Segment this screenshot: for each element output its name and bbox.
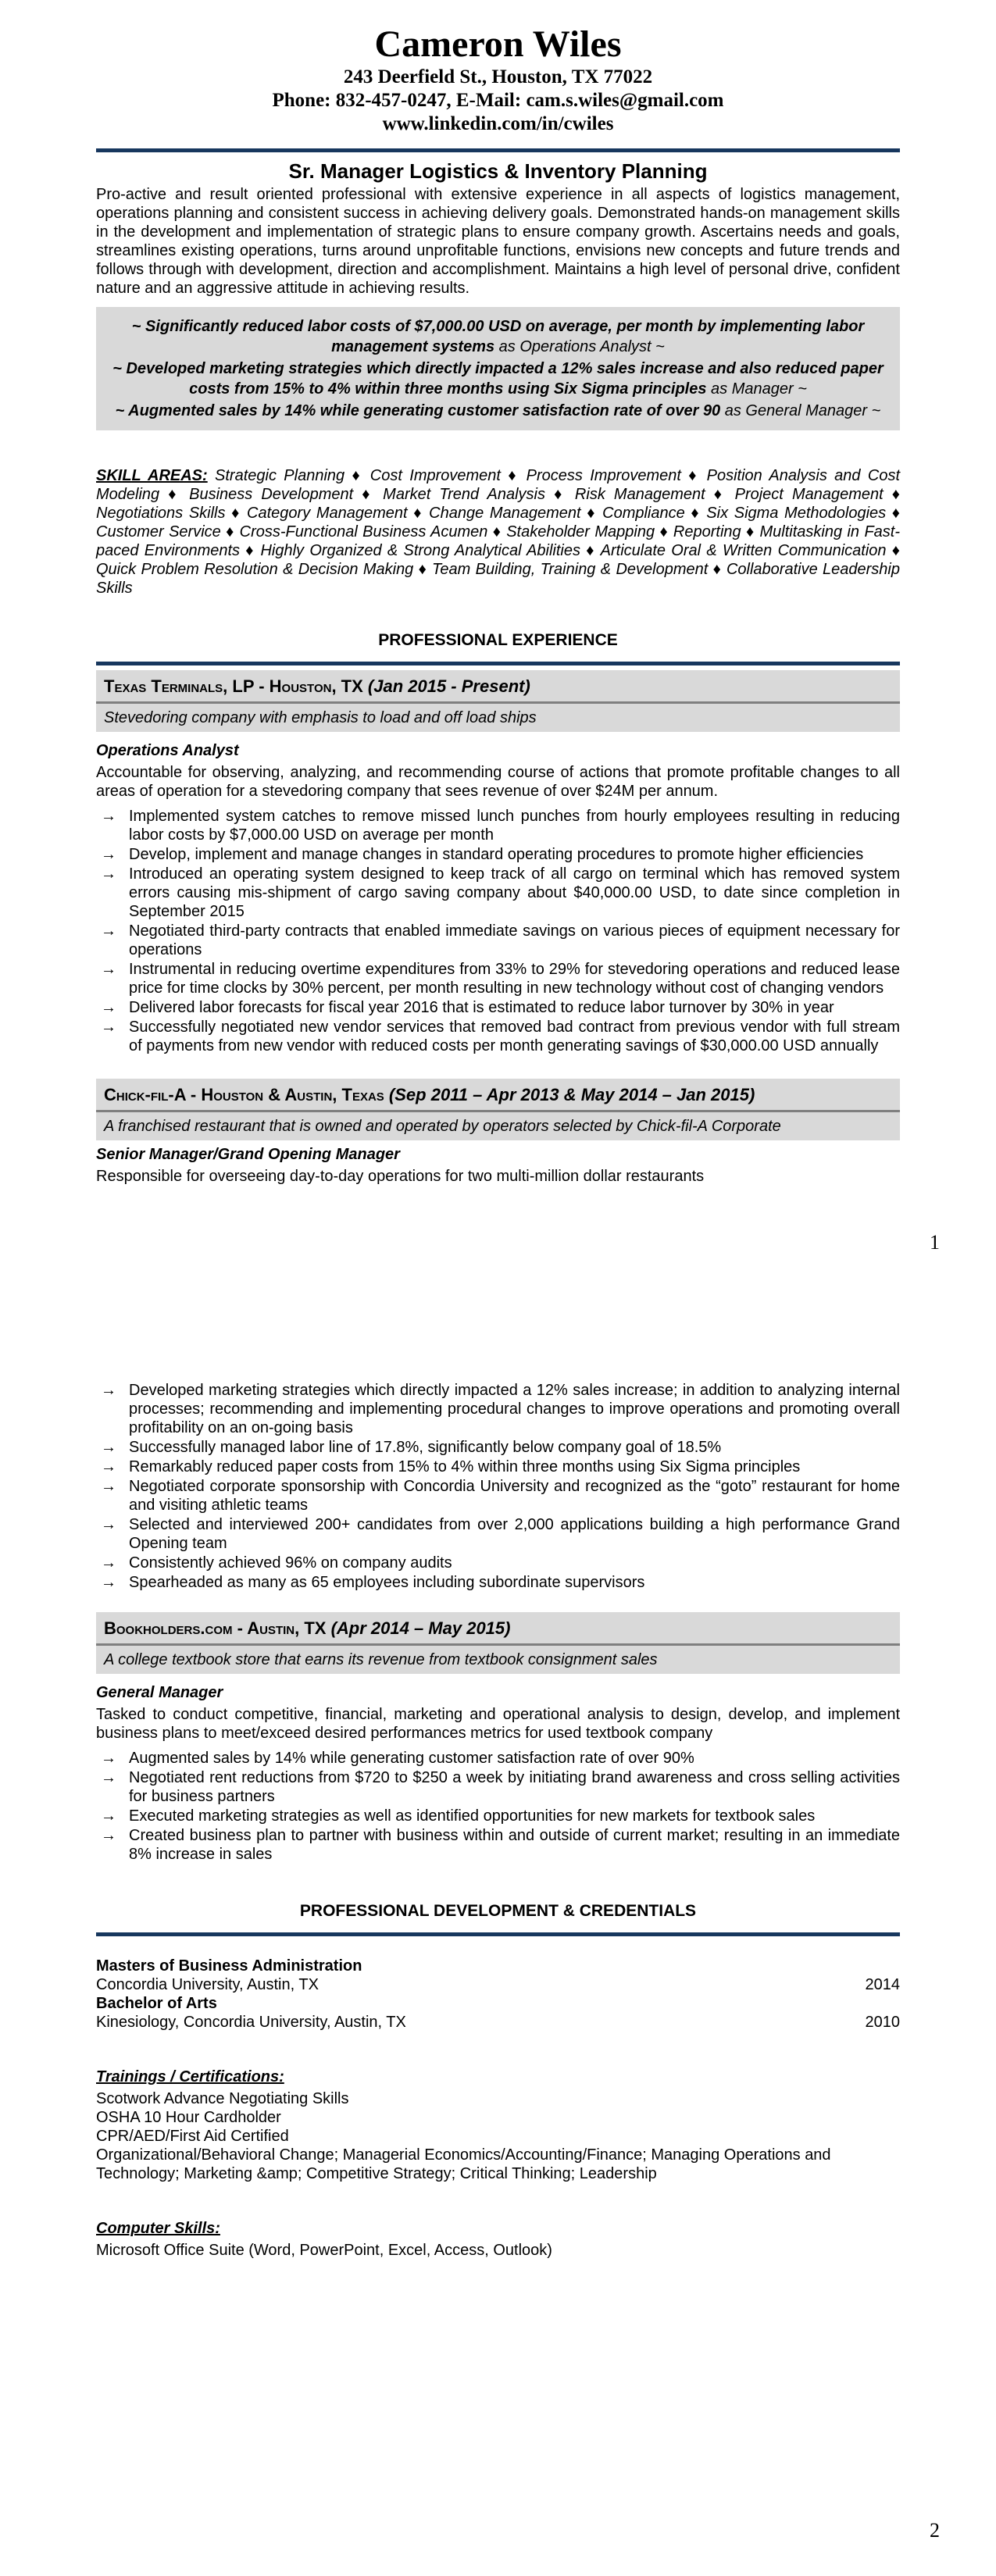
role-title: General Manager [96, 1684, 223, 1701]
highlights-box [96, 307, 900, 430]
education-item [96, 1957, 900, 1994]
linkedin-line: www.linkedin.com/in/cwiles [382, 113, 614, 134]
bullet-text: Selected and interviewed 200+ candidates from over 2,000 applications building a high performance Grand Opening team [129, 1516, 900, 1552]
bullet-text: Introduced an operating system designed to keep track of all cargo on terminal which has removed system errors causing mis-shipment of cargo saving company about $40,000.00 USD, to date since completion in September 2015 [129, 865, 900, 920]
highlight-item [107, 359, 889, 399]
company-bar [96, 670, 900, 704]
highlight-strong: ~ Developed marketing strategies which directly impacted a 12% sales increase and also reduced paper costs from 15% to 4% within three months using Six Sigma principles [112, 360, 884, 398]
skill-areas-paragraph [96, 466, 900, 598]
arrow-bullet-icon: → [101, 1769, 116, 1786]
bullet-text: Negotiated corporate sponsorship with Concordia University and recognized as the “goto” restaurant for home and visiting athletic teams [129, 1478, 900, 1514]
bullet-text: Negotiated third-party contracts that enabled immediate savings on various pieces of equipment necessary for operations [129, 922, 900, 958]
role-intro: Responsible for overseeing day-to-day operations for two multi-million dollar restaurants [96, 1168, 705, 1185]
phone-email-line: Phone: 832-457-0247, E-Mail: cam.s.wiles@gmail.com [272, 90, 724, 111]
arrow-bullet-icon: → [101, 999, 116, 1016]
bullet-item [96, 1438, 900, 1457]
school-year-row [96, 2013, 900, 2032]
bullet-text: Delivered labor forecasts for fiscal year 2016 that is estimated to reduce labor turnover by 30% in year [129, 999, 834, 1016]
page-number: 1 [930, 1231, 940, 1254]
credentials-divider [96, 1932, 900, 1936]
page-number: 2 [930, 2519, 940, 2542]
highlight-rest: as General Manager ~ [720, 402, 881, 419]
bullet-text: Developed marketing strategies which directly impacted a 12% sales increase; in addition to analyzing internal processes; recommending and implementing procedural changes to improve operations and promoting overall profitability on an on-going basis [129, 1382, 900, 1436]
trainings-heading: Trainings / Certifications: [96, 2068, 284, 2085]
company-bar [96, 1079, 900, 1112]
bullet-item [96, 845, 900, 864]
credentials-heading: PROFESSIONAL DEVELOPMENT & CREDENTIALS [299, 1902, 697, 1920]
company-name: Chick-fil-A - Houston & Austin, Texas [104, 1085, 389, 1104]
bullet-text: Successfully negotiated new vendor services that removed bad contract from previous vendor with full stream of payments from new vendor with reduced costs per month generating savings of $30,000.00 USD annually [129, 1019, 900, 1054]
arrow-bullet-icon: → [101, 1827, 116, 1844]
highlight-rest: as Manager ~ [706, 380, 807, 398]
arrow-bullet-icon: → [101, 1516, 116, 1533]
arrow-bullet-icon: → [101, 846, 116, 863]
company-description: A college textbook store that earns its revenue from textbook consignment sales [96, 1646, 900, 1674]
experience-divider [96, 662, 900, 665]
education-item [96, 1994, 900, 2032]
bullet-text: Remarkably reduced paper costs from 15% to 4% within three months using Six Sigma principles [129, 1458, 801, 1475]
arrow-bullet-icon: → [101, 865, 116, 883]
arrow-bullet-icon: → [101, 808, 116, 825]
bullet-item [96, 1018, 900, 1055]
arrow-bullet-icon: → [101, 1439, 116, 1456]
bullet-list [96, 1749, 900, 1864]
school-name: Concordia University, Austin, TX [96, 1976, 319, 1993]
bullet-item [96, 1554, 900, 1572]
bullet-text: Created business plan to partner with business within and outside of current market; resulting in an immediate 8% increase in sales [129, 1827, 900, 1863]
bullet-item [96, 998, 900, 1017]
job-texas-terminals [96, 670, 900, 1055]
bullet-item [96, 922, 900, 959]
bullet-text: Executed marketing strategies as well as identified opportunities for new markets for textbook sales [129, 1807, 816, 1825]
job-chick-fil-a [96, 1079, 900, 1186]
computer-skills-heading: Computer Skills: [96, 2220, 220, 2237]
bullet-text: Develop, implement and manage changes in standard operating procedures to promote higher efficiencies [129, 846, 864, 863]
highlight-rest: as Operations Analyst ~ [494, 338, 665, 355]
highlight-item [107, 401, 889, 421]
arrow-bullet-icon: → [101, 922, 116, 940]
school-name: Kinesiology, Concordia University, Austin, TX [96, 2014, 406, 2031]
training-item: Organizational/Behavioral Change; Managerial Economics/Accounting/Finance; Managing Operations and Technology; Marketing &amp; Competitive Strategy; Critical Thinking; Leadership [96, 2146, 831, 2182]
bullet-text: Negotiated rent reductions from $720 to $250 a week by initiating brand awareness and cross selling activities for business partners [129, 1769, 900, 1805]
skill-areas-text: Strategic Planning ♦ Cost Improvement ♦ Process Improvement ♦ Position Analysis and Cost Modeling ♦ Business Development ♦ Market Trend Analysis ♦ Risk Management ♦ Project Management ♦ Negotiations Skills ♦ Category Management ♦ Change Management ♦ Compliance ♦ Six Sigma Methodologies ♦ Customer Service ♦ Cross-Functional Business Acumen ♦ Stakeholder Mapping ♦ Reporting ♦ Multitasking in Fast-paced Environments ♦ Highly Organized & Strong Analytical Abilities ♦ Articulate Oral & Written Communication ♦ Quick Problem Resolution & Decision Making ♦ Team Building, Training & Development ♦ Collaborative Leadership Skills [96, 467, 900, 597]
graduation-year: 2010 [865, 2014, 900, 2031]
arrow-bullet-icon: → [101, 1574, 116, 1591]
bullet-item [96, 1457, 900, 1476]
highlight-strong: ~ Significantly reduced labor costs of $7,000.00 USD on average, per month by implementing labor management systems [131, 318, 865, 355]
experience-heading: PROFESSIONAL EXPERIENCE [378, 631, 618, 649]
bullet-item [96, 1573, 900, 1592]
training-item: CPR/AED/First Aid Certified [96, 2128, 289, 2145]
arrow-bullet-icon: → [101, 1478, 116, 1495]
training-item: Scotwork Advance Negotiating Skills [96, 2090, 349, 2107]
arrow-bullet-icon: → [101, 1382, 116, 1399]
company-description: Stevedoring company with emphasis to load and off load ships [96, 704, 900, 732]
highlight-item [107, 316, 889, 357]
degree-title: Bachelor of Arts [96, 1995, 217, 2012]
degree-title: Masters of Business Administration [96, 1957, 362, 1975]
bullet-item [96, 1477, 900, 1515]
arrow-bullet-icon: → [101, 1554, 116, 1572]
company-name: Texas Terminals, LP - Houston, TX [104, 676, 368, 696]
bullet-item [96, 807, 900, 844]
trainings-list [96, 2089, 900, 2183]
bullet-text: Consistently achieved 96% on company audits [129, 1554, 452, 1572]
job-bookholders [96, 1612, 900, 1864]
arrow-bullet-icon: → [101, 1750, 116, 1767]
header-divider [96, 148, 900, 152]
education-list [96, 1957, 900, 2032]
bullet-text: Instrumental in reducing overtime expenditures from 33% to 29% for stevedoring operations and reduced lease price for time clocks by 30% percent, per month resulting in new technology without cost of changing vendors [129, 961, 900, 997]
bullet-list [96, 807, 900, 1055]
bullet-item [96, 865, 900, 921]
company-description: A franchised restaurant that is owned and operated by operators selected by Chick-fil-A Corporate [96, 1112, 900, 1140]
bullet-text: Implemented system catches to remove missed lunch punches from hourly employees resulting in reducing labor costs by $7,000.00 USD on average per month [129, 808, 900, 844]
bullet-item [96, 1826, 900, 1864]
bullet-text: Spearheaded as many as 65 employees including subordinate supervisors [129, 1574, 645, 1591]
bullet-item [96, 1515, 900, 1553]
arrow-bullet-icon: → [101, 1019, 116, 1036]
role-intro: Tasked to conduct competitive, financial, marketing and operational analysis to design, develop, and implement business plans to meet/exceed desired performances metrics for used textbook company [96, 1706, 900, 1742]
bullet-text: Augmented sales by 14% while generating customer satisfaction rate of over 90% [129, 1750, 694, 1767]
role-title: Operations Analyst [96, 742, 239, 759]
page-2 [0, 1288, 996, 2576]
arrow-bullet-icon: → [101, 961, 116, 978]
school-year-row [96, 1975, 900, 1994]
bullet-item [96, 1807, 900, 1825]
bullet-item [96, 960, 900, 997]
address-line: 243 Deerfield St., Houston, TX 77022 [343, 66, 653, 87]
company-name: Bookholders.com - Austin, TX [104, 1618, 331, 1638]
arrow-bullet-icon: → [101, 1458, 116, 1475]
bullet-item [96, 1768, 900, 1806]
resume-headline: Sr. Manager Logistics & Inventory Planning [288, 159, 708, 183]
highlight-strong: ~ Augmented sales by 14% while generating customer satisfaction rate of over 90 [115, 402, 721, 419]
bullet-text: Successfully managed labor line of 17.8%, significantly below company goal of 18.5% [129, 1439, 722, 1456]
bullet-item [96, 1749, 900, 1768]
training-item: OSHA 10 Hour Cardholder [96, 2109, 281, 2126]
bullet-list-continued [96, 1381, 900, 1592]
bullet-item [96, 1381, 900, 1437]
person-name: Cameron Wiles [374, 23, 622, 65]
company-dates: (Sep 2011 – Apr 2013 & May 2014 – Jan 2015) [388, 1085, 755, 1104]
role-title: Senior Manager/Grand Opening Manager [96, 1146, 400, 1163]
company-dates: (Apr 2014 – May 2015) [330, 1618, 511, 1638]
arrow-bullet-icon: → [101, 1807, 116, 1825]
graduation-year: 2014 [865, 1976, 900, 1993]
role-intro: Accountable for observing, analyzing, and recommending course of actions that promote profitable changes to all areas of operation for a stevedoring company that sees revenue of over $24M per annum. [96, 764, 900, 800]
computer-skills-text: Microsoft Office Suite (Word, PowerPoint, Excel, Access, Outlook) [96, 2242, 552, 2259]
skill-areas-label: SKILL AREAS: [96, 467, 208, 484]
company-dates: (Jan 2015 - Present) [367, 676, 530, 696]
company-bar [96, 1612, 900, 1646]
summary-paragraph: Pro-active and result oriented professional with extensive experience in all aspects of logistics management, operations planning and consistent success in achieving delivery goals. Demonstrated hands-on management skills in the development and implementation of strategic plans to ensure company growth. Ascertains needs and goals, streamlines existing operations, turns around unprofitable functions, envisions new concepts and future trends and follows through with development, direction and accomplishment. Maintains a high level of personal drive, confident nature and an aggressive attitude in achieving results. [96, 186, 900, 297]
